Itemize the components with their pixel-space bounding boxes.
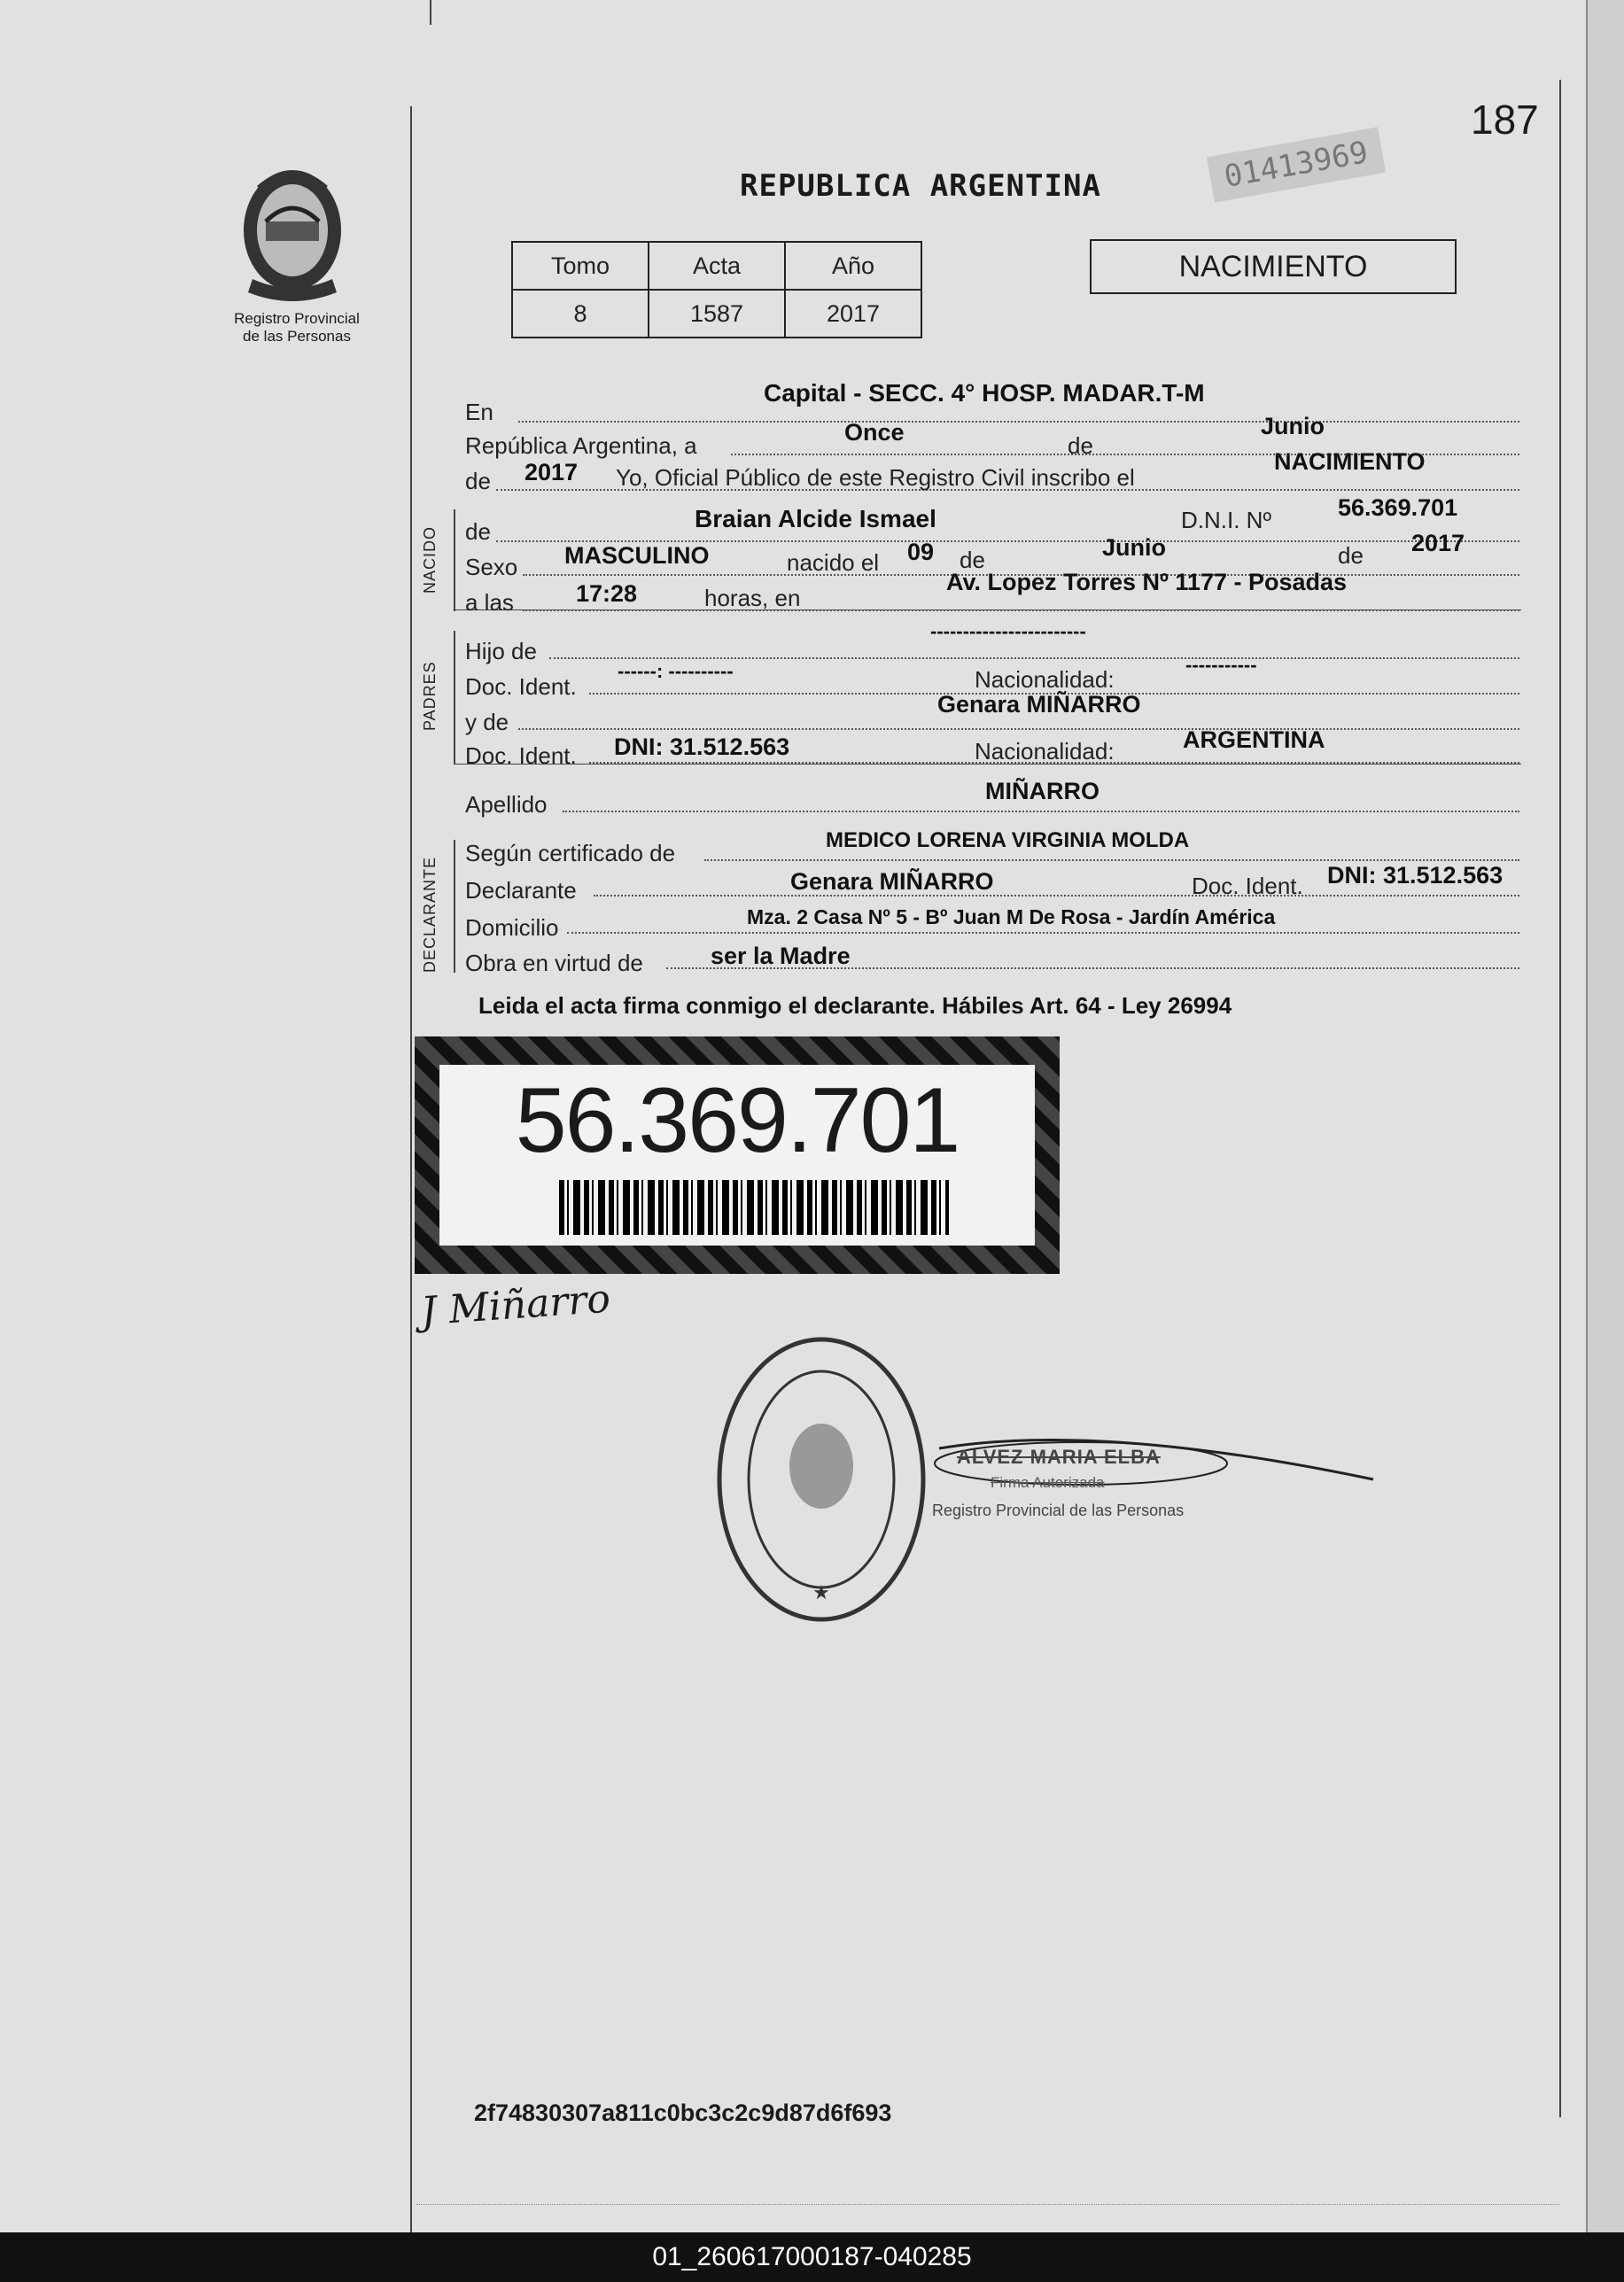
label-republica: República Argentina, a [465, 432, 697, 459]
value-padre: ------------------------ [930, 620, 1086, 642]
value-madre-nac: ARGENTINA [1183, 726, 1325, 753]
label-nacionalidad-2: Nacionalidad: [975, 738, 1115, 765]
svg-text:★: ★ [812, 1582, 830, 1604]
value-padre-nac: ----------- [1185, 654, 1257, 676]
page-number: 187 [1471, 97, 1539, 143]
stamp-number: 01413969 [1207, 127, 1386, 202]
value-lugar-nac: Av. Lopez Torres Nº 1177 - Posadas [946, 569, 1348, 595]
label-declarante: Declarante [465, 877, 577, 904]
top-mark [430, 0, 431, 25]
label-apellido: Apellido [465, 791, 548, 818]
label-segun: Según certificado de [465, 840, 676, 866]
value-obra: ser la Madre [711, 943, 851, 969]
label-nacionalidad-1: Nacionalidad: [975, 666, 1115, 693]
province-crest-icon [235, 159, 350, 310]
logo-caption [208, 310, 385, 345]
document-title: REPUBLICA ARGENTINA [740, 168, 1101, 204]
value-certificado: MEDICO LORENA VIRGINIA MOLDA [826, 828, 1190, 852]
value-madre: Genara MIÑARRO [937, 691, 1141, 718]
header-anio: Año [785, 242, 921, 290]
value-dia-nac: 09 [907, 539, 935, 565]
value-declarante-doc: DNI: 31.512.563 [1327, 862, 1504, 889]
footer-statement: Leida el acta firma conmigo el declarante. Hábiles Art. 64 - Ley 26994 [478, 992, 1232, 1019]
left-margin-line [410, 106, 412, 2232]
side-label-padres: PADRES [421, 661, 439, 731]
logo-caption-line-2: de las Personas [243, 328, 351, 345]
label-de-birth-month: de [960, 547, 985, 573]
value-domicilio: Mza. 2 Casa Nº 5 - Bº Juan M De Rosa - Jardín América [747, 905, 1276, 928]
label-oficial: Yo, Oficial Público de este Registro Civil inscribo el [616, 464, 1135, 491]
id-sticker [415, 1036, 1060, 1274]
value-acta: 1587 [649, 290, 785, 338]
value-apellido: MIÑARRO [985, 778, 1100, 804]
value-lugar: Capital - SECC. 4° HOSP. MADAR.T-M [764, 379, 1205, 407]
record-table [511, 241, 922, 338]
value-mes: Junio [1261, 413, 1325, 439]
value-padre-doc: ------: ---------- [618, 660, 734, 682]
document-hash: 2f74830307a811c0bc3c2c9d87d6f693 [474, 2100, 892, 2126]
label-doc-ident-1: Doc. Ident. [465, 673, 577, 700]
record-table-values [512, 290, 921, 338]
barcode [559, 1180, 949, 1235]
value-dia: Once [844, 419, 905, 446]
record-table-header [512, 242, 921, 290]
side-label-nacido: NACIDO [421, 525, 439, 594]
record-type-box: NACIMIENTO [1090, 239, 1457, 294]
label-sexo: Sexo [465, 554, 518, 580]
declarant-signature: J Miñarro [419, 1276, 612, 1335]
side-label-declarante: DECLARANTE [421, 856, 439, 973]
value-anio: 2017 [524, 459, 579, 485]
label-de-month: de [1068, 432, 1093, 459]
label-de-name: de [465, 518, 491, 545]
value-nombre: Braian Alcide Ismael [695, 505, 936, 532]
sticker-number: 56.369.701 [515, 1069, 960, 1172]
scan-id-bar [0, 2232, 1624, 2282]
label-hijo-de: Hijo de [465, 638, 537, 664]
value-dni: 56.369.701 [1338, 494, 1458, 521]
value-mes-nac: Junio [1102, 534, 1166, 561]
value-anio-nac: 2017 [1411, 530, 1465, 556]
official-seal-icon [713, 1333, 930, 1626]
label-en: En [465, 399, 493, 425]
value-madre-doc: DNI: 31.512.563 [614, 734, 790, 760]
label-a-las: a las [465, 589, 514, 616]
value-anio: 2017 [785, 290, 921, 338]
value-hora: 17:28 [576, 580, 638, 607]
official-role: Firma Autorizada [991, 1474, 1105, 1491]
logo-caption-line-1: Registro Provincial [234, 310, 360, 327]
label-doc-ident-2: Doc. Ident. [465, 742, 577, 769]
value-declarante: Genara MIÑARRO [790, 868, 994, 895]
header-acta: Acta [649, 242, 785, 290]
label-de-year: de [465, 468, 491, 494]
value-sexo: MASCULINO [564, 542, 710, 569]
value-tipo: NACIMIENTO [1274, 448, 1426, 475]
binder-edge [1586, 0, 1624, 2232]
label-doc-ident-3: Doc. Ident. [1192, 873, 1303, 899]
label-domicilio: Domicilio [465, 914, 559, 941]
official-name: ALVEZ MARIA ELBA [957, 1446, 1161, 1468]
label-de-birth-year: de [1338, 542, 1364, 569]
header-tomo: Tomo [512, 242, 649, 290]
official-office: Registro Provincial de las Personas [932, 1502, 1185, 1519]
sticker-panel [439, 1065, 1035, 1246]
label-nacido-el: nacido el [787, 549, 880, 576]
label-dni: D.N.I. Nº [1181, 507, 1271, 533]
scan-id: 01_260617000187-040285 [652, 2242, 972, 2271]
right-margin-line [1559, 80, 1561, 2117]
label-horas-en: horas, en [704, 585, 801, 611]
value-tomo: 8 [512, 290, 649, 338]
label-obra: Obra en virtud de [465, 950, 643, 976]
label-y-de: y de [465, 709, 509, 735]
